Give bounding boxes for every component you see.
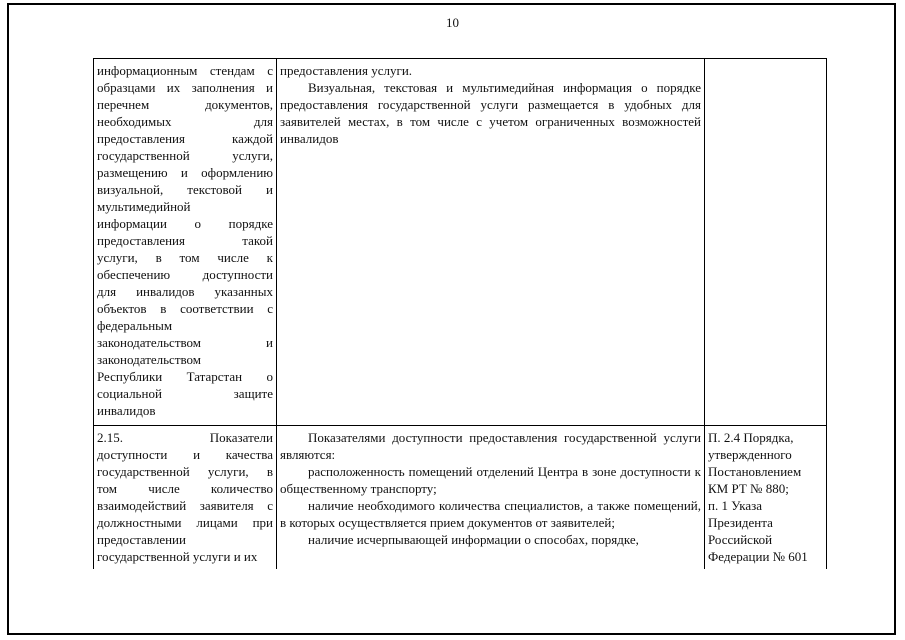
text-line: федеральным [97, 318, 173, 333]
table-row [94, 426, 827, 570]
text-line: Президента [708, 515, 773, 530]
text-line: Постановлением [708, 464, 802, 479]
text-line: законодательством [97, 352, 202, 367]
paragraph: расположенность помещений отделений Центра в зоне доступности к общественному транспорту; [280, 464, 701, 496]
text-line: услуги, в том числе к [97, 250, 273, 265]
text-line: Российской [708, 532, 773, 547]
text-line: визуальной, текстовой и [97, 182, 273, 197]
text-line: информации о порядке [97, 216, 273, 231]
text-line: обеспечению доступности [97, 267, 273, 282]
text-line: социальной защите [97, 386, 273, 401]
row-2-content-cell [277, 426, 705, 570]
text-line: предоставлении [97, 532, 186, 547]
text-line: для инвалидов указанных [97, 284, 273, 299]
paragraph: Визуальная, текстовая и мультимедийная информация о порядке предоставления государственной услуги размещается в удобных для заявителей местах, в том числе с учетом ограниченных возможностей инвалидов [280, 80, 701, 146]
text-line: Федерации № 601 [708, 549, 808, 564]
document-table [93, 58, 827, 569]
text-line: должностными лицами при [97, 515, 273, 530]
text-line: образцами их заполнения и [97, 80, 273, 95]
text-line: доступности и качества [97, 447, 273, 462]
text-line: взаимодействий заявителя с [97, 498, 273, 513]
text-line: информационным стендам с [97, 63, 273, 78]
text-line: утвержденного [708, 447, 792, 462]
text-line: 2.15. Показатели [97, 430, 273, 445]
page-number: 10 [446, 15, 459, 30]
text-line: п. 1 Указа [708, 498, 763, 513]
text-line: мультимедийной [97, 199, 191, 214]
text-line: объектов в соответствии с [97, 301, 273, 316]
paragraph: наличие исчерпывающей информации о способах, порядке, [308, 532, 639, 547]
text-line: перечнем документов, [97, 97, 273, 112]
text-line: предоставления такой [97, 233, 273, 248]
text-line: том числе количество [97, 481, 273, 496]
text-line: П. 2.4 Порядка, [708, 430, 794, 445]
text-line: государственной услуги и их [97, 549, 258, 564]
text-line: государственной услуги, в [97, 464, 273, 479]
row-2-requirement-cell [94, 426, 277, 570]
row-1-content-cell [277, 59, 705, 426]
table-row [94, 59, 827, 426]
paragraph: Показателями доступности предоставления государственной услуги являются: [280, 430, 701, 462]
text-line: государственной услуги, [97, 148, 273, 163]
text-line: предоставления каждой [97, 131, 273, 146]
row-1-reference-cell [705, 59, 827, 426]
paragraph: наличие необходимого количества специалистов, а также помещений, в которых осуществляется прием документов от заявителей; [280, 498, 701, 530]
paragraph: предоставления услуги. [280, 63, 413, 78]
text-line: размещению и оформлению [97, 165, 273, 180]
text-line: необходимых для [97, 114, 273, 129]
row-2-reference-cell [705, 426, 827, 570]
text-line: КМ РТ № 880; [708, 481, 789, 496]
row-1-requirement-cell [94, 59, 277, 426]
text-line: инвалидов [97, 403, 156, 418]
text-line: законодательством и [97, 335, 273, 350]
text-line: Республики Татарстан о [97, 369, 273, 384]
